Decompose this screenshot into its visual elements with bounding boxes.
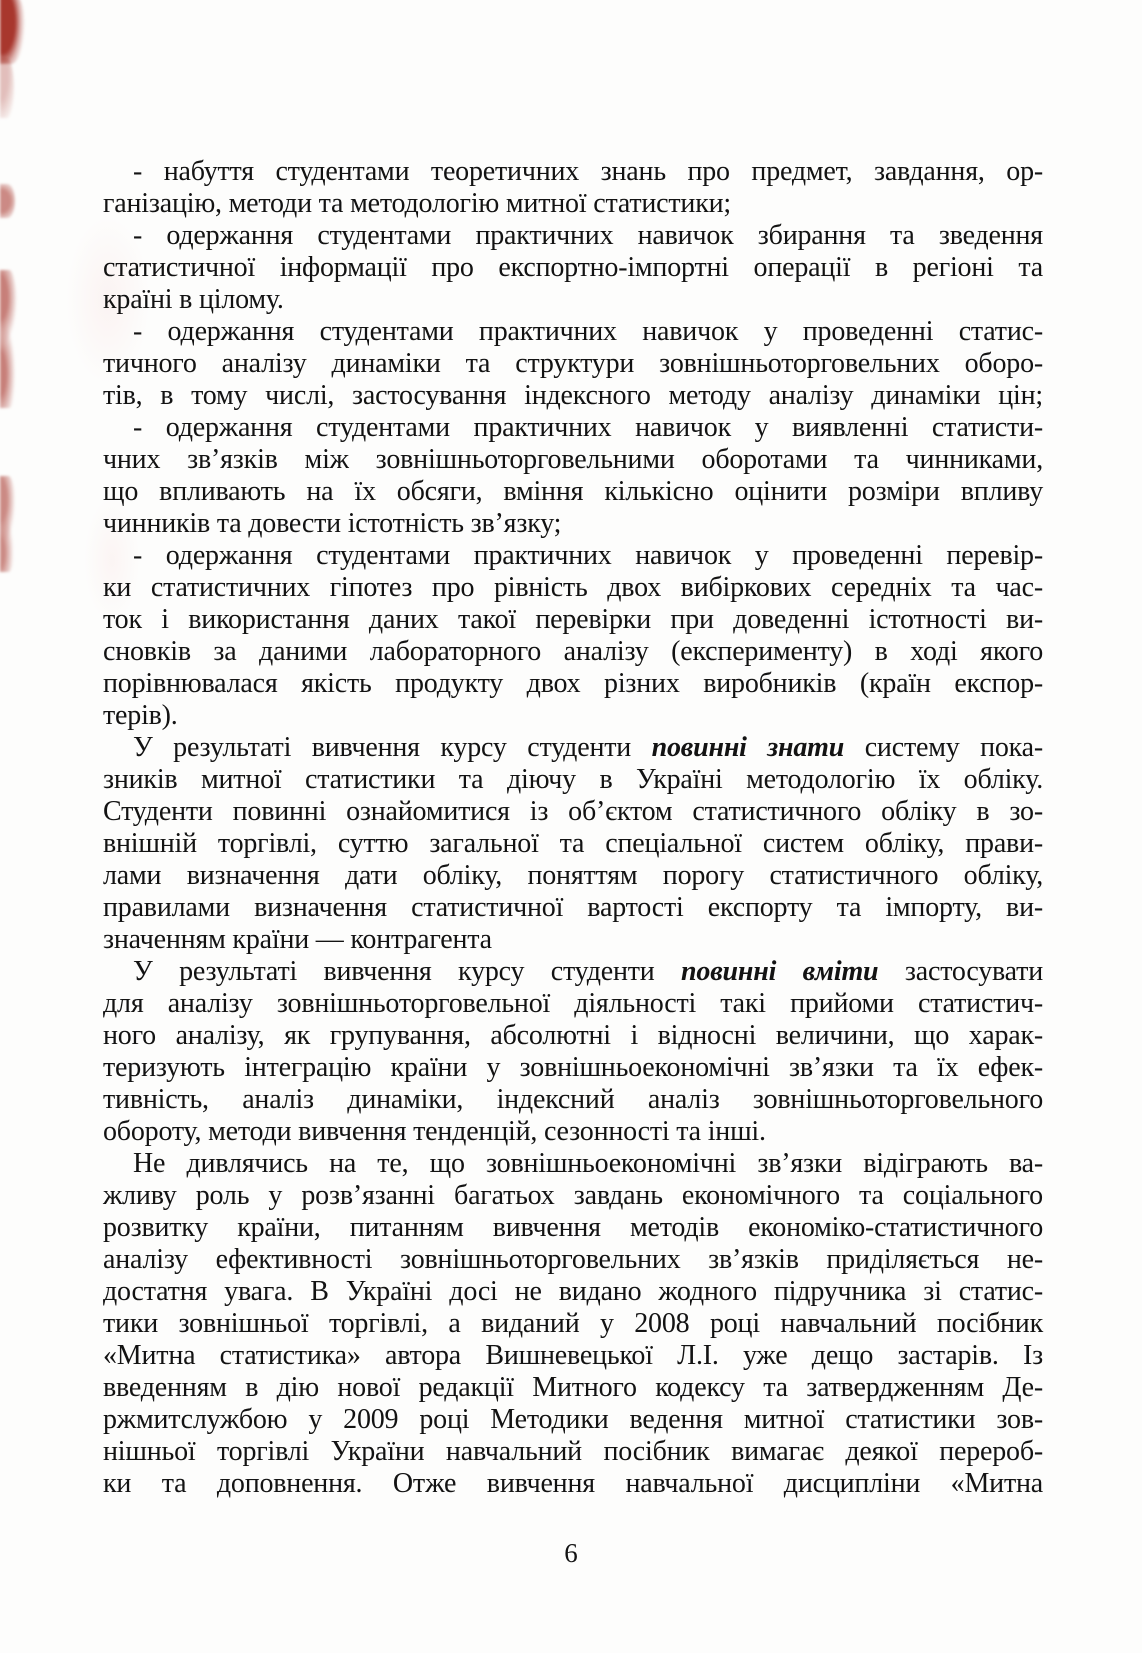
text-segment: нішньої торгівлі України навчальний посібник вимагає деякої перероб-	[103, 1436, 1043, 1467]
text-line	[103, 956, 1043, 988]
text-segment: статистичної інформації про експортно-імпортні операції в регіоні та	[103, 252, 1043, 283]
text-segment: Не дивлячись на те, що зовнішньоекономічні зв’язки відіграють ва-	[133, 1148, 1043, 1179]
text-segment: для аналізу зовнішньоторговельної діяльності такі прийоми статистич-	[103, 988, 1043, 1019]
text-segment: - одержання студентами практичних навичок у проведенні перевір-	[133, 540, 1043, 571]
text-segment: У результаті вивчення курсу студенти	[133, 732, 652, 763]
text-line	[103, 188, 1043, 220]
text-line	[103, 1468, 1043, 1500]
text-segment: Студенти повинні ознайомитися із об’єктом статистичного обліку в зо-	[103, 796, 1043, 827]
text-segment: що впливають на їх обсяги, вміння кількісно оцінити розміри впливу	[103, 476, 1043, 507]
scan-edge-stain	[0, 476, 17, 572]
text-line	[103, 348, 1043, 380]
text-line	[103, 444, 1043, 476]
text-line	[103, 1404, 1043, 1436]
text-segment: застосувати	[878, 956, 1043, 987]
text-line	[103, 316, 1043, 348]
text-segment: ржмитслужбою у 2009 році Методики ведення митної статистики зов-	[103, 1404, 1043, 1435]
emphasized-text-segment: повинні знати	[651, 732, 845, 763]
text-line	[103, 1436, 1043, 1468]
text-segment: тивність, аналіз динаміки, індексний аналіз зовнішньоторговельного	[103, 1084, 1043, 1115]
scan-edge-stain	[0, 270, 19, 408]
text-segment: зників митної статистики та діючу в Україні методологію їх обліку.	[103, 764, 1043, 795]
text-segment: У результаті вивчення курсу студенти	[133, 956, 682, 987]
text-segment: жливу роль у розв’язанні багатьох завдань економічного та соціального	[103, 1180, 1043, 1211]
text-segment: терів).	[103, 700, 178, 731]
text-segment: «Митна статистика» автора Вишневецької Л.І. уже дещо застарів. Із	[103, 1340, 1043, 1371]
text-line	[103, 860, 1043, 892]
text-line	[103, 284, 1043, 316]
scan-edge-stain	[0, 184, 15, 218]
text-line	[103, 796, 1043, 828]
text-segment: значенням країни — контрагента	[103, 924, 492, 955]
text-segment: тичного аналізу динаміки та структури зовнішньоторговельних оборо-	[103, 348, 1043, 379]
text-segment: ганізацію, методи та методологію митної статистики;	[103, 188, 731, 219]
text-segment: - одержання студентами практичних навичок збирання та зведення	[133, 220, 1043, 251]
text-line	[103, 924, 1043, 956]
text-segment: достатня увага. В Україні досі не видано жодного підручника зі статис-	[103, 1276, 1043, 1307]
scan-edge-stain	[0, 58, 14, 118]
text-line	[103, 988, 1043, 1020]
text-line	[103, 764, 1043, 796]
text-segment: внішній торгівлі, суттю загальної та спеціальної систем обліку, прави-	[103, 828, 1043, 859]
text-line	[103, 540, 1043, 572]
text-segment: теризують інтеграцію країни у зовнішньоекономічні зв’язки та їх ефек-	[103, 1052, 1043, 1083]
text-line	[103, 668, 1043, 700]
scan-edge-artifacts	[0, 0, 34, 620]
text-segment: сновків за даними лабораторного аналізу (експерименту) в ході якого	[103, 636, 1043, 667]
text-segment: ного аналізу, як групування, абсолютні і відносні величини, що харак-	[103, 1020, 1043, 1051]
text-line	[103, 1180, 1043, 1212]
scan-edge-stain	[0, 0, 25, 64]
text-line	[103, 156, 1043, 188]
text-line	[103, 412, 1043, 444]
text-line	[103, 1308, 1043, 1340]
text-segment: ток і використання даних такої перевірки при доведенні істотності ви-	[103, 604, 1043, 635]
text-line	[103, 252, 1043, 284]
text-segment: - одержання студентами практичних навичок у проведенні статис-	[133, 316, 1043, 347]
text-segment: лами визначення дати обліку, поняттям порогу статистичного обліку,	[103, 860, 1043, 891]
text-line	[103, 604, 1043, 636]
text-line	[103, 380, 1043, 412]
text-line	[103, 892, 1043, 924]
text-line	[103, 572, 1043, 604]
text-line	[103, 700, 1043, 732]
text-line	[103, 1276, 1043, 1308]
text-line	[103, 508, 1043, 540]
text-line	[103, 1244, 1043, 1276]
text-segment: правилами визначення статистичної вартості експорту та імпорту, ви-	[103, 892, 1043, 923]
text-segment: чних зв’язків між зовнішньоторговельними оборотами та чинниками,	[103, 444, 1043, 475]
text-segment: ки статистичних гіпотез про рівність двох вибіркових середніх та час-	[103, 572, 1043, 603]
text-segment: систему пока-	[844, 732, 1044, 763]
text-line	[103, 1116, 1043, 1148]
text-segment: ки та доповнення. Отже вивчення навчальної дисципліни «Митна	[103, 1468, 1043, 1499]
text-line	[103, 1372, 1043, 1404]
text-line	[103, 220, 1043, 252]
text-segment: - набуття студентами теоретичних знань про предмет, завдання, ор-	[133, 156, 1043, 187]
text-line	[103, 1148, 1043, 1180]
text-line	[103, 732, 1043, 764]
text-segment: обороту, методи вивчення тенденцій, сезонності та інші.	[103, 1116, 766, 1147]
text-line	[103, 1052, 1043, 1084]
text-line	[103, 1340, 1043, 1372]
text-segment: порівнювалася якість продукту двох різних виробників (країн експор-	[103, 668, 1043, 699]
text-line	[103, 1020, 1043, 1052]
text-segment: чинників та довести істотність зв’язку;	[103, 508, 562, 539]
text-segment: аналізу ефективності зовнішньоторговельних зв’язків приділяється не-	[103, 1244, 1043, 1275]
text-line	[103, 1212, 1043, 1244]
text-line	[103, 476, 1043, 508]
text-line	[103, 828, 1043, 860]
text-line	[103, 636, 1043, 668]
text-line	[103, 1084, 1043, 1116]
text-segment: - одержання студентами практичних навичок у виявленні статисти-	[133, 412, 1043, 443]
text-segment: тів, в тому числі, застосування індексного методу аналізу динаміки цін;	[103, 380, 1043, 411]
text-segment: країні в цілому.	[103, 284, 284, 315]
page-number: 6	[564, 1538, 578, 1568]
text-block	[103, 156, 1043, 1500]
emphasized-text-segment: повинні вміти	[681, 956, 879, 987]
text-segment: розвитку країни, питанням вивчення методів економіко-статистичного	[103, 1212, 1043, 1243]
text-segment: введенням в дію нової редакції Митного кодексу та затвердженням Де-	[103, 1372, 1043, 1403]
text-segment: тики зовнішньої торгівлі, а виданий у 2008 році навчальний посібник	[103, 1308, 1043, 1339]
